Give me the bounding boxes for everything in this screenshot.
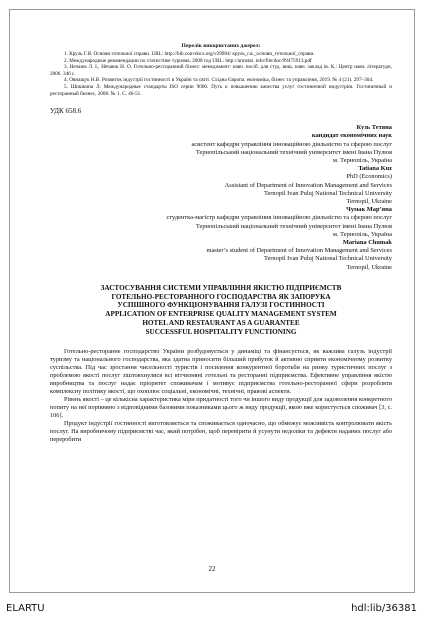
- reference-item: 2. Международные рекомендации по статистике туризма, 2008 год URL: http://armstat. info/file/doc/99475913.pdf: [64, 57, 312, 64]
- title-line: HOTEL AND RESTAURANT AS A GUARANTEE: [142, 319, 300, 327]
- author-affiliation: Тернопільський національний технічний університет імені Івана Пулюя: [195, 148, 392, 156]
- author-name: Mariana Chumak: [342, 239, 392, 246]
- reference-item: 3. Нечаюк Л. І., Нечаюк Н. О. Готельно-ресторанний бізнес: менеджмент: навч. посіб. для студ. вищ. навч. заклад ів. К.: Центр навч. літератури, 2006. 346 с.: [50, 64, 392, 77]
- title-line: ГОТЕЛЬНО-РЕСТОРАННОГО ГОСПОДАРСТВА ЯК ЗАПОРУКА: [111, 292, 331, 301]
- title-line: APPLICATION OF ENTERPRISE QUALITY MANAGEMENT SYSTEM: [105, 310, 337, 319]
- footer-bar: [0, 598, 424, 620]
- body-paragraph: Готельно-ресторанне господарство України розбудовується у динаміці та фінансується, як важлива галузь індустрії туризму та національного господарства, яка здатна приносити більший прибуток й активно сприяти економічному розвитку суспільства. Під час зростання чисельності туристів і посилення конкурентної боротьби на ринку туристичних послуг з проблемою якості послуг зіштовхнулися всі вітчизняні готельні та ресторанні підприємства. Ефективне управління якістю виробництва та послуг надає пріоритет споживачам і мотивує підприємства готельно-ресторанної сфери розробляти комплексну політику якості, що охоплює соціальні, економічні, технічні, правові аспекти.: [50, 347, 392, 395]
- article-body: [50, 348, 392, 444]
- author-affiliation: Тернопільський національний технічний університет імені Івана Пулюя: [195, 222, 392, 230]
- author-name: Чумак Мар’яна: [346, 206, 392, 214]
- author-name: Tatiana Kuz: [358, 165, 392, 173]
- reference-item: 1. Круль Г.Я. Основи готельної справи. URL: http://bib.convdocs.org/v29984/ круль_г.я._основи_готельної_справи.: [64, 51, 315, 57]
- title-line: ЗАСТОСУВАННЯ СИСТЕМИ УПРАВЛІННЯ ЯКІСТЮ ПІДПРИЄМСТВ: [100, 283, 342, 292]
- author-block: [50, 124, 392, 272]
- author-name: Кузь Тетяна: [356, 124, 392, 132]
- author-degree: кандидат економічних наук: [311, 132, 392, 140]
- title-line: SUCCESSFUL HOSPITALITY FUNCTIONING: [145, 327, 297, 336]
- author-affiliation: Ternopil Ivan Puluj National Technical University: [263, 255, 392, 263]
- author-position: master’s student of Department of Innovation Management and Services: [206, 247, 392, 255]
- document-page: [9, 9, 415, 593]
- body-paragraph: Рівень якості – це кількісна характеристика міри придатності того чи іншого виду продукції для задоволення конкретного попиту на неї порівняно з відповідними базовими показниками цього ж виду продукції, якою вже користується споживач [3, с. 106].: [50, 395, 392, 419]
- author-city: м. Тернопіль, Україна: [332, 156, 392, 164]
- author-city: Ternopil, Ukraine: [346, 263, 392, 271]
- title-line: УСПІШНОГО ФУНКЦІОНУВАННЯ ГАЛУЗІ ГОСТИННОСТІ: [117, 301, 325, 310]
- page-number: 22: [208, 565, 216, 573]
- author-affiliation: Ternopil Ivan Puluj National Technical University: [263, 189, 392, 197]
- footer-handle-label: hdl:lib/36381: [351, 603, 417, 614]
- article-title: [50, 284, 392, 337]
- body-paragraph: Продукт індустрії гостинності виготовляється та споживається одночасно, що обмежує можливість контролювати якість послуг. На виробничому підприємстві час, який потрібен, щоб перевірити й усунути недоліки та дефекти наданих послуг або переробити: [50, 419, 392, 443]
- references-title: Перелік використаних джерел:: [181, 43, 261, 49]
- udk-code: УДК 658.6: [50, 107, 82, 116]
- reference-item: 4. Овнащук Н.В. Розвиток індустрії гостинності в Україні та світі. Східна Європа: економіка, бізнес та управління, 2019. № 4 (21). 297–304.: [64, 77, 374, 84]
- reference-item: 5. Шишкина Л. Международные стандарты ISO серии 9000. Путь к повышению качества услуг гостиничной индустрии. Гостиничный и ресторанный бизнес, 2008. № 1. С. 46-51.: [50, 83, 392, 97]
- author-city: м. Тернопіль, Україна: [332, 230, 392, 238]
- author-position: асистент кафедри управління інноваційною діяльністю та сферою послуг: [191, 140, 392, 148]
- footer-repository-label: ELARTU: [6, 603, 45, 614]
- author-city: Ternopil, Ukraine: [346, 197, 392, 205]
- author-position: студентка-магістр кафедри управління інноваційною діяльністю та сферою послуг: [166, 214, 392, 222]
- author-position: Assistant of Department of Innovation Management and Services: [224, 181, 392, 189]
- author-degree: PhD (Economics): [346, 173, 392, 181]
